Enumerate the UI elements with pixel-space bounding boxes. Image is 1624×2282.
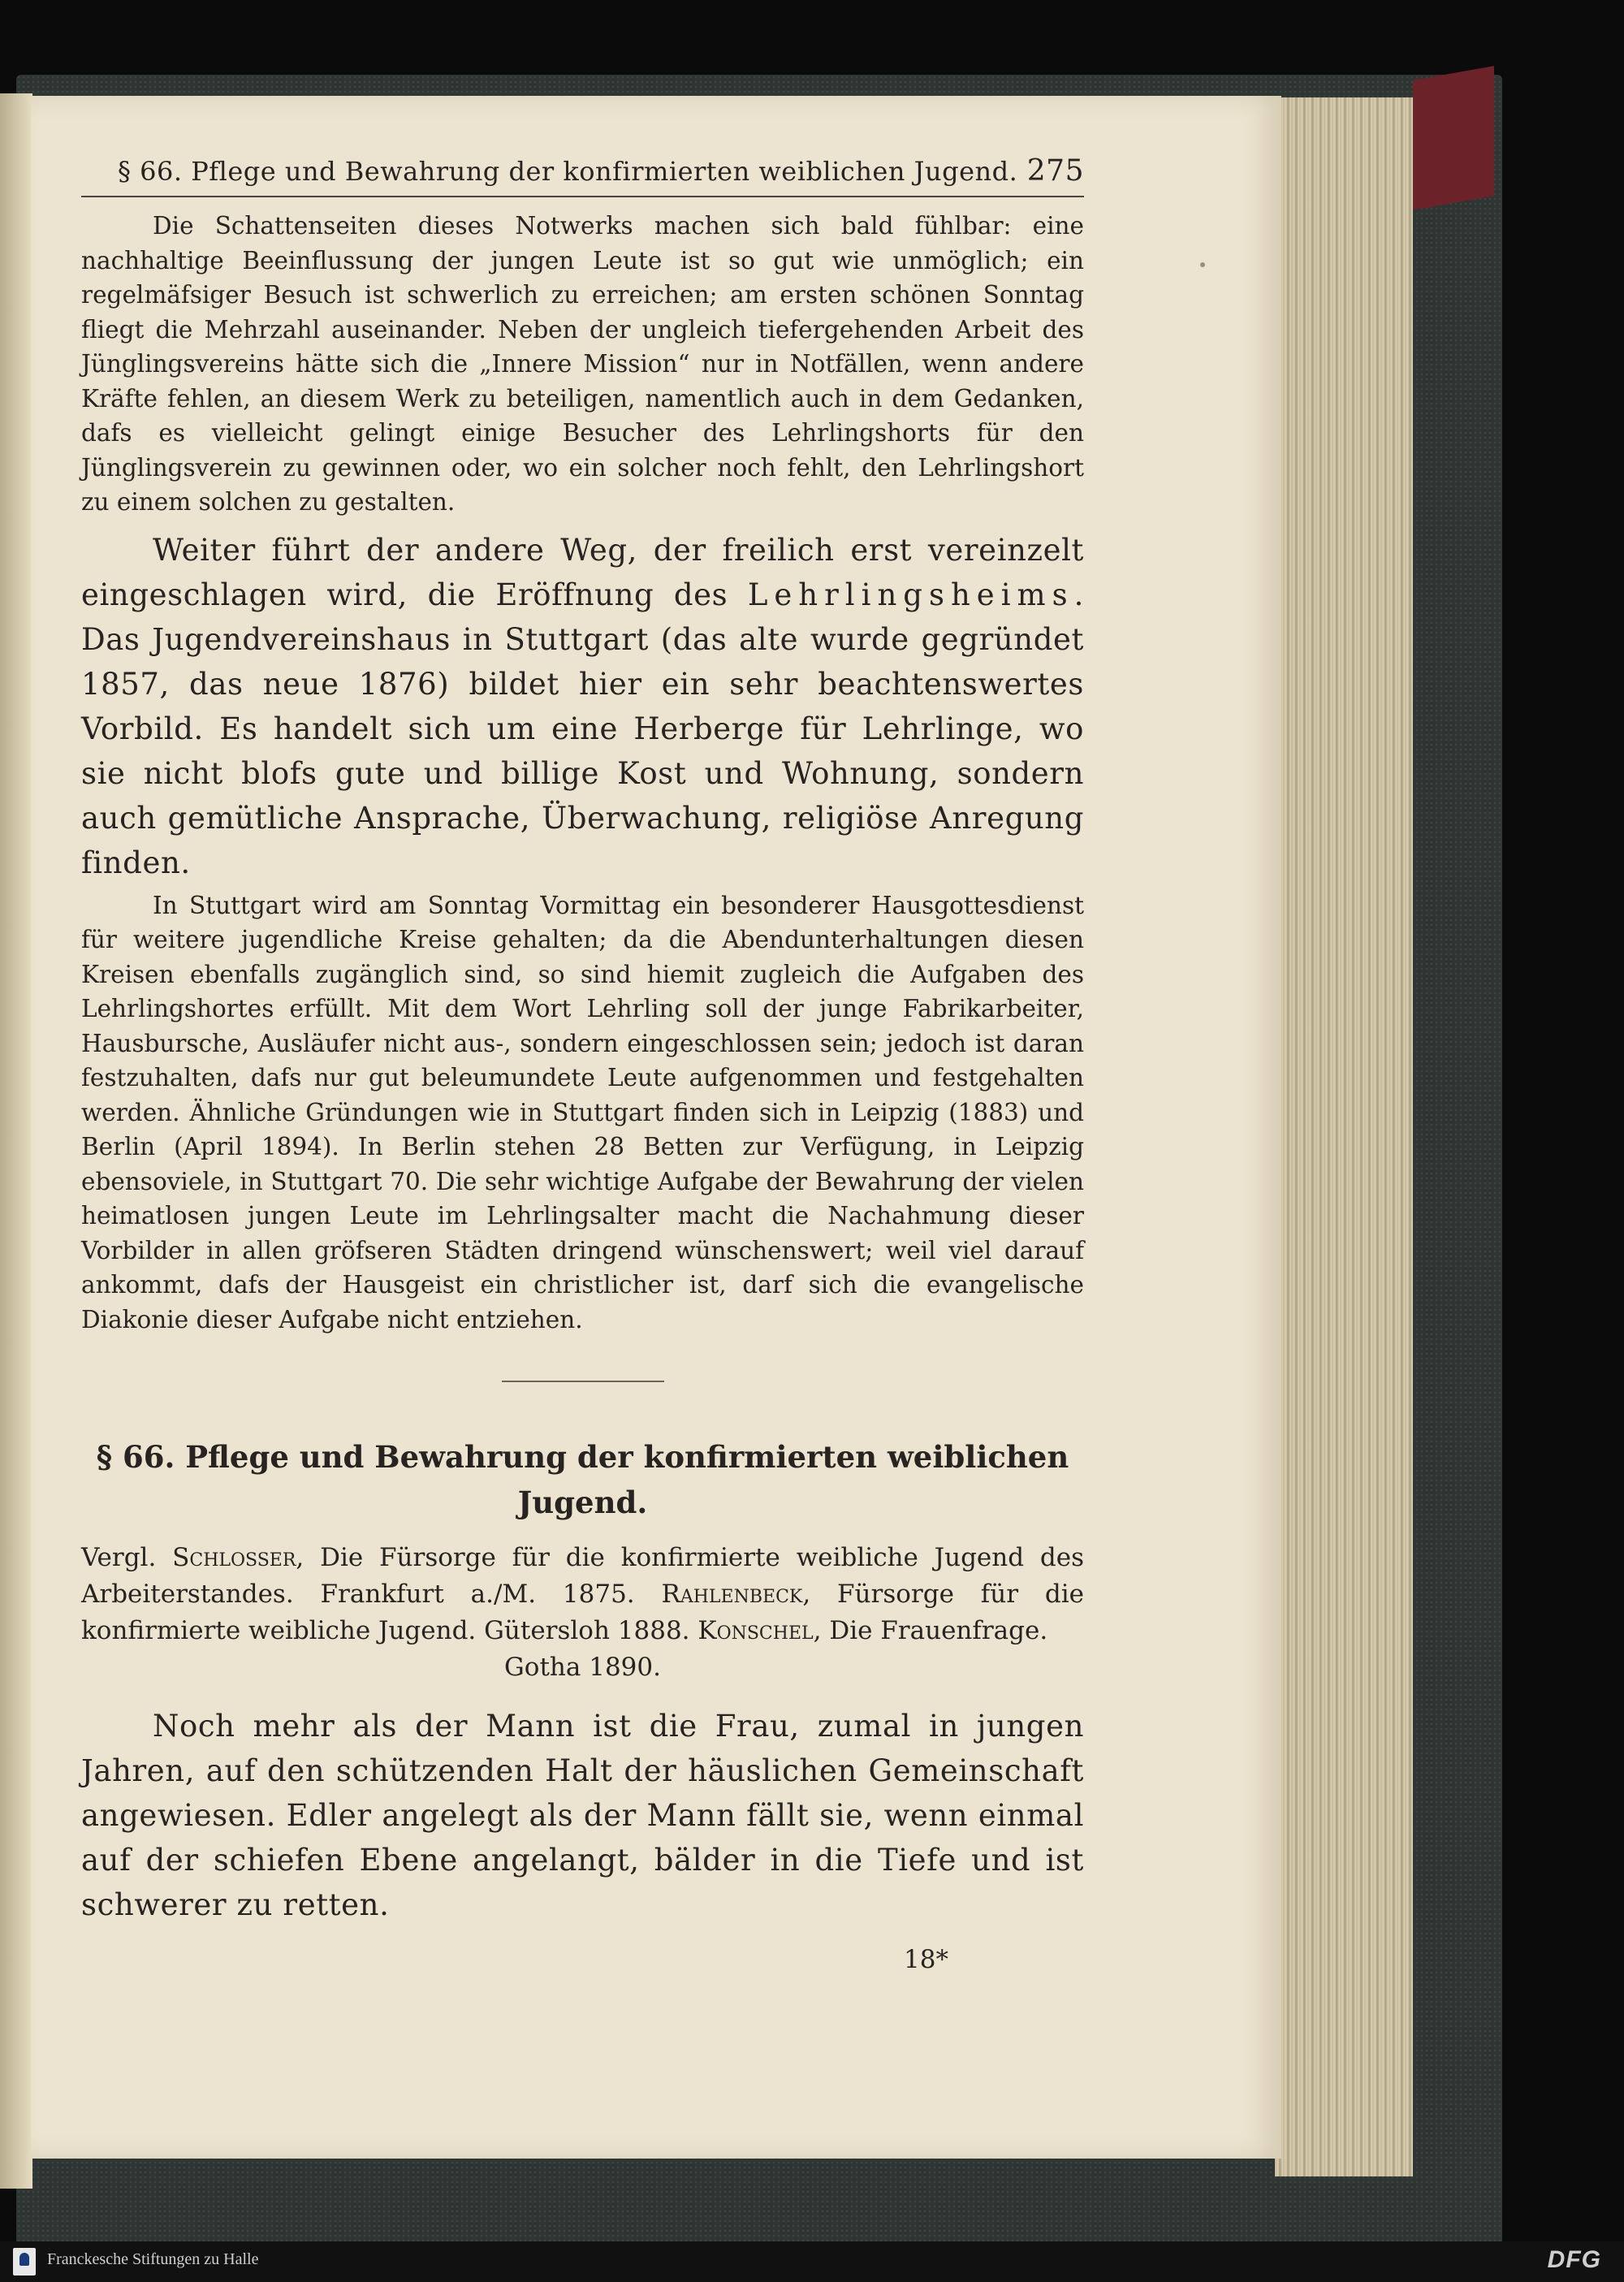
left-page-edge xyxy=(0,93,32,2189)
paragraph-4: Noch mehr als der Mann ist die Frau, zumal in jungen Jahren, auf den schützenden Halt der häuslichen Gemeinschaft angewiesen. Edler angelegt als der Mann fällt sie, wenn einmal auf der schiefen Ebene angelangt, bälder in die Tiefe und ist schwerer zu retten. xyxy=(81,1709,1084,1922)
page-edges xyxy=(1275,97,1413,2176)
signature-mark: 18* xyxy=(904,1945,948,1974)
bibliography-last-line: Gotha 1890. xyxy=(504,1653,661,1682)
bibliography-author-2: Rahlenbeck xyxy=(661,1580,803,1609)
bibliography-prefix: Vergl. xyxy=(81,1543,173,1572)
paragraph-2-after: . Das Jugendvereinshaus in Stuttgart (das alte wurde gegründet 1857, das neue 1876) bildet hier ein sehr beachtenswertes Vorbild. Es handelt sich um eine Herberge für Lehrlinge, wo sie nicht blofs gute und billige Kost und Wohnung, sondern auch gemütliche Ansprache, Überwachung, religiöse Anregung finden. xyxy=(81,577,1084,880)
paragraph-2-emphasis: Lehrlingsheims xyxy=(747,577,1074,612)
section-heading-line-1: § 66. Pflege und Bewahrung der konfirmierten weiblichen xyxy=(96,1439,1069,1475)
paragraph-2-before: Weiter führt der andere Weg, der freilich erst vereinzelt eingeschlagen wird, die Eröffnung des xyxy=(81,532,1084,612)
paragraph-2 xyxy=(81,528,1084,885)
footer-institution: Franckesche Stiftungen zu Halle xyxy=(47,2250,259,2268)
bibliography-work-1: , Die Fürsorge für die konfirmierte weibliche Jugend des Arbeiterstandes. Frankfurt a./M. 1875. xyxy=(81,1543,1084,1609)
section-heading-line-2: Jugend. xyxy=(517,1485,648,1520)
bibliography-author-1: Schlosser xyxy=(172,1543,296,1572)
bibliography-author-3: Konschel xyxy=(698,1616,814,1645)
paragraph-3: In Stuttgart wird am Sonntag Vormittag ein besonderer Hausgottesdienst für weitere jugendliche Kreise gehalten; da die Abendunterhaltungen diesen Kreisen ebenfalls zugänglich sind, so sind hiemit zugleich die Aufgaben des Lehrlingshortes erfüllt. Mit dem Wort Lehrling soll der junge Fabrikarbeiter, Hausbursche, Ausläufer nicht aus-, sondern eingeschlossen sein; jedoch ist daran festzuhalten, dafs nur gut beleumundete Leute aufgenommen und festgehalten werden. Ähnliche Gründungen wie in Stuttgart finden sich in Leipzig (1883) und Berlin (April 1894). In Berlin stehen 28 Betten zur Verfügung, in Leipzig ebensoviele, in Stuttgart 70. Die sehr wichtige Aufgabe der Bewahrung der vielen heimatlosen jungen Leute im Lehrlingsalter macht die Nachahmung dieser Vorbilder in allen gröfseren Städten dringend wünschenswert; weil viel darauf ankommt, dafs der Hausgeist ein christlicher ist, darf sich die evangelische Diakonie dieser Aufgabe nicht entziehen. xyxy=(81,891,1084,1333)
dfg-logo: DFG xyxy=(1547,2246,1601,2273)
bibliography xyxy=(81,1540,1084,1686)
paragraph-1: Die Schattenseiten dieses Notwerks machen sich bald fühlbar: eine nachhaltige Beeinflussung der jungen Leute ist so gut wie unmöglich; ein regelmäfsiger Besuch ist schwerlich zu erreichen; am ersten schönen Sonntag fliegt die Mehrzahl auseinander. Neben der ungleich tiefergehenden Arbeit des Jünglingsvereins hätte sich die „Innere Mission“ nur in Notfällen, wenn andere Kräfte fehlen, an diesem Werk zu beteiligen, namentlich auch in dem Gedanken, dafs es vielleicht gelingt einige Besucher des Lehrlingshorts für den Jünglingsverein zu gewinnen oder, wo ein solcher noch fehlt, den Lehrlingshort zu einem solchen zu gestalten. xyxy=(81,212,1084,516)
section-separator xyxy=(502,1381,664,1382)
cover-corner xyxy=(1413,66,1494,210)
bibliography-work-2: , Fürsorge für die konfirmierte weibliche Jugend. Gütersloh 1888. xyxy=(81,1580,1084,1645)
running-head xyxy=(81,154,1084,197)
institution-logo-icon xyxy=(13,2248,36,2276)
paper-speck xyxy=(1200,262,1205,267)
bibliography-work-3: , Die Frauenfrage. xyxy=(813,1616,1048,1645)
page-number: 275 xyxy=(1026,154,1084,188)
page-content xyxy=(81,154,1084,1930)
section-heading xyxy=(81,1434,1084,1525)
running-head-title: § 66. Pflege und Bewahrung der konfirmierten weiblichen Jugend. xyxy=(118,156,1018,187)
